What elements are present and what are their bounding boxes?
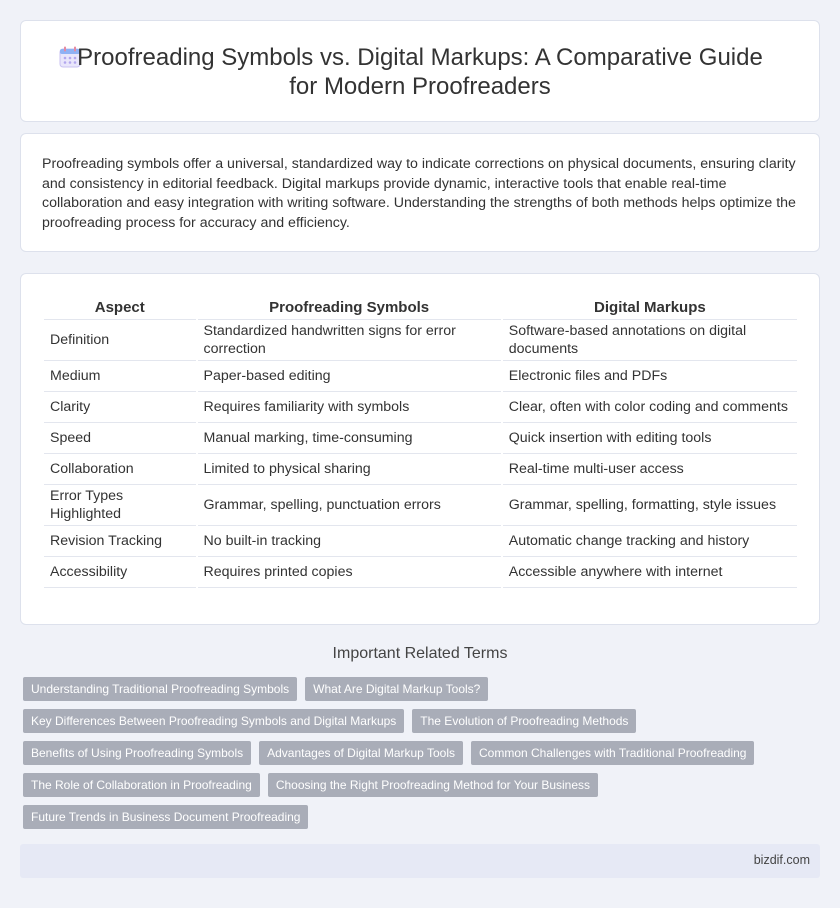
header-aspect: Aspect bbox=[44, 297, 196, 320]
cell-digital: Grammar, spelling, formatting, style issues bbox=[503, 485, 797, 526]
table-row bbox=[44, 526, 797, 557]
cell-digital: Real-time multi-user access bbox=[503, 454, 797, 485]
related-term-link[interactable]: Understanding Traditional Proofreading Symbols bbox=[23, 677, 297, 701]
table-row bbox=[44, 320, 797, 361]
cell-aspect: Accessibility bbox=[44, 557, 196, 588]
page-title-line1: Proofreading Symbols vs. Digital Markups: A Comparative Guide bbox=[77, 44, 763, 71]
comparison-table-card bbox=[20, 273, 820, 625]
related-term-link[interactable]: The Role of Collaboration in Proofreading bbox=[23, 773, 260, 797]
table-row bbox=[44, 485, 797, 526]
cell-symbols: Requires printed copies bbox=[198, 557, 501, 588]
cell-symbols: Limited to physical sharing bbox=[198, 454, 501, 485]
cell-symbols: No built-in tracking bbox=[198, 526, 501, 557]
cell-symbols: Paper-based editing bbox=[198, 361, 501, 392]
cell-aspect: Clarity bbox=[44, 392, 196, 423]
related-term-link[interactable]: Common Challenges with Traditional Proofreading bbox=[471, 741, 754, 765]
cell-aspect: Medium bbox=[44, 361, 196, 392]
related-term-link[interactable]: Choosing the Right Proofreading Method for Your Business bbox=[268, 773, 598, 797]
footer bbox=[20, 844, 820, 878]
comparison-table bbox=[42, 297, 799, 588]
cell-digital: Clear, often with color coding and comments bbox=[503, 392, 797, 423]
cell-digital: Software-based annotations on digital documents bbox=[503, 320, 797, 361]
footer-site-link[interactable]: bizdif.com bbox=[753, 853, 810, 867]
cell-digital: Electronic files and PDFs bbox=[503, 361, 797, 392]
table-row bbox=[44, 392, 797, 423]
related-term-link[interactable]: Advantages of Digital Markup Tools bbox=[259, 741, 463, 765]
table-row bbox=[44, 454, 797, 485]
cell-symbols: Standardized handwritten signs for error correction bbox=[198, 320, 501, 361]
related-term-link[interactable]: Benefits of Using Proofreading Symbols bbox=[23, 741, 251, 765]
cell-aspect: Revision Tracking bbox=[44, 526, 196, 557]
table-row bbox=[44, 423, 797, 454]
related-term-link[interactable]: Key Differences Between Proofreading Symbols and Digital Markups bbox=[23, 709, 404, 733]
related-terms-list bbox=[23, 677, 783, 829]
related-term-link[interactable]: What Are Digital Markup Tools? bbox=[305, 677, 488, 701]
page-title-line2: for Modern Proofreaders bbox=[289, 73, 551, 100]
cell-aspect: Error Types Highlighted bbox=[44, 485, 196, 526]
related-terms-title: Important Related Terms bbox=[332, 645, 508, 662]
cell-aspect: Collaboration bbox=[44, 454, 196, 485]
page-title bbox=[21, 43, 819, 101]
cell-symbols: Manual marking, time-consuming bbox=[198, 423, 501, 454]
cell-digital: Quick insertion with editing tools bbox=[503, 423, 797, 454]
cell-digital: Accessible anywhere with internet bbox=[503, 557, 797, 588]
intro-card bbox=[20, 133, 820, 252]
cell-digital: Automatic change tracking and history bbox=[503, 526, 797, 557]
cell-aspect: Speed bbox=[44, 423, 196, 454]
cell-aspect: Definition bbox=[44, 320, 196, 361]
header-proofreading-symbols: Proofreading Symbols bbox=[198, 297, 501, 320]
cell-symbols: Requires familiarity with symbols bbox=[198, 392, 501, 423]
cell-symbols: Grammar, spelling, punctuation errors bbox=[198, 485, 501, 526]
related-term-link[interactable]: Future Trends in Business Document Proofreading bbox=[23, 805, 308, 829]
table-row bbox=[44, 361, 797, 392]
related-term-link[interactable]: The Evolution of Proofreading Methods bbox=[412, 709, 636, 733]
table-header-row bbox=[44, 297, 797, 320]
header-digital-markups: Digital Markups bbox=[503, 297, 797, 320]
intro-paragraph: Proofreading symbols offer a universal, standardized way to indicate corrections on physical documents, ensuring clarity and consistency in editorial feedback. Digital markups provide dynamic, interactive tools that enable real-time collaboration and easy integration with writing software. Understanding the strengths of both methods helps optimize the proofreading process for accuracy and efficiency. bbox=[42, 156, 796, 231]
table-row bbox=[44, 557, 797, 588]
header-card bbox=[20, 20, 820, 122]
